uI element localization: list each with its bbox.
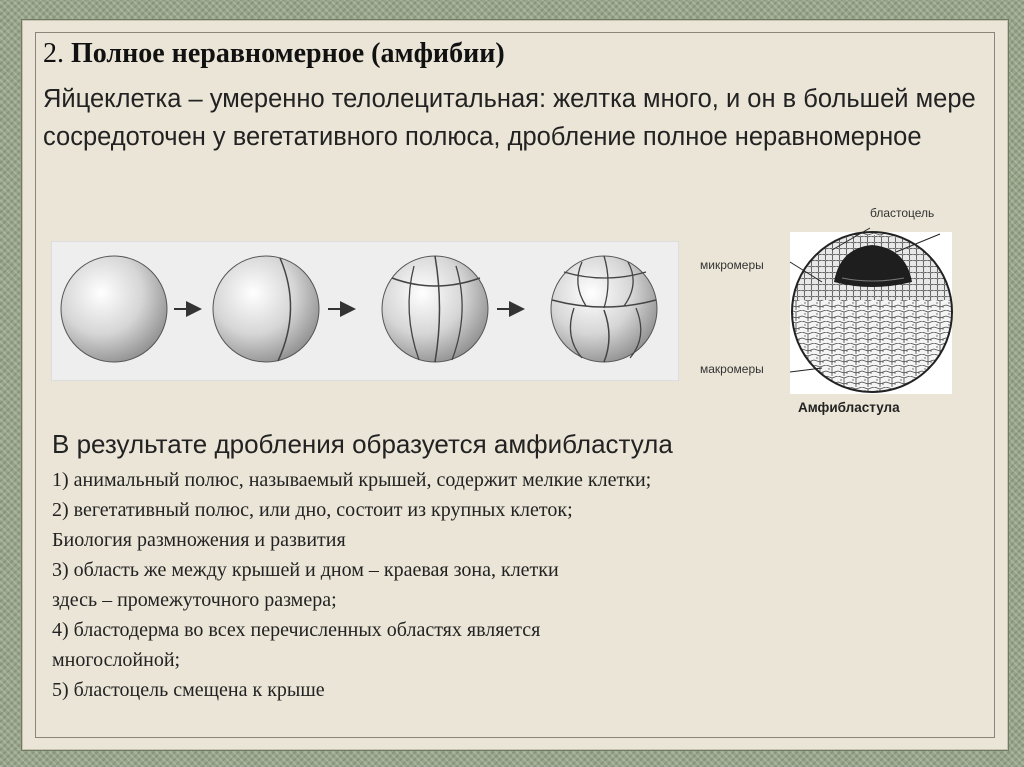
eight-cell-stage [551, 256, 657, 362]
result-heading: В результате дробления образуется амфибластула [52, 429, 673, 459]
label-macromeres: макромеры [700, 362, 764, 376]
list-item: 5) бластоцель смещена к крыше [52, 679, 325, 701]
list-item: многослойной; [52, 649, 181, 671]
list-item: здесь – промежуточного размера; [52, 589, 337, 611]
slide-title [43, 36, 983, 72]
list-item: 4) бластодерма во всех перечисленных областях является [52, 619, 541, 641]
label-micromeres: микромеры [700, 258, 764, 272]
amphiblastula-figure [682, 200, 982, 425]
title-text: Полное неравномерное (амфибии) [71, 38, 505, 69]
intro-text: Яйцеклетка – умеренно телолецитальная: желтка много, и он в большей мере сосредоточен у вегетативного полюса, дробление полное неравномерное [43, 85, 976, 151]
zygote-stage [61, 256, 167, 362]
list-item: 3) область же между крышей и дном – краевая зона, клетки [52, 559, 559, 581]
label-blastocoel: бластоцель [870, 206, 935, 220]
list-item: Биология размножения и развития [52, 529, 346, 551]
four-cell-stage [382, 256, 488, 362]
title-number: 2. [43, 38, 64, 69]
label-amphiblastula: Амфибластула [798, 400, 900, 415]
list-item: 1) анимальный полюс, называемый крышей, содержит мелкие клетки; [52, 469, 652, 491]
points-list [52, 465, 932, 705]
two-cell-stage [213, 256, 319, 362]
cleavage-stages-image [52, 242, 678, 380]
list-item: 2) вегетативный полюс, или дно, состоит из крупных клеток; [52, 499, 573, 521]
